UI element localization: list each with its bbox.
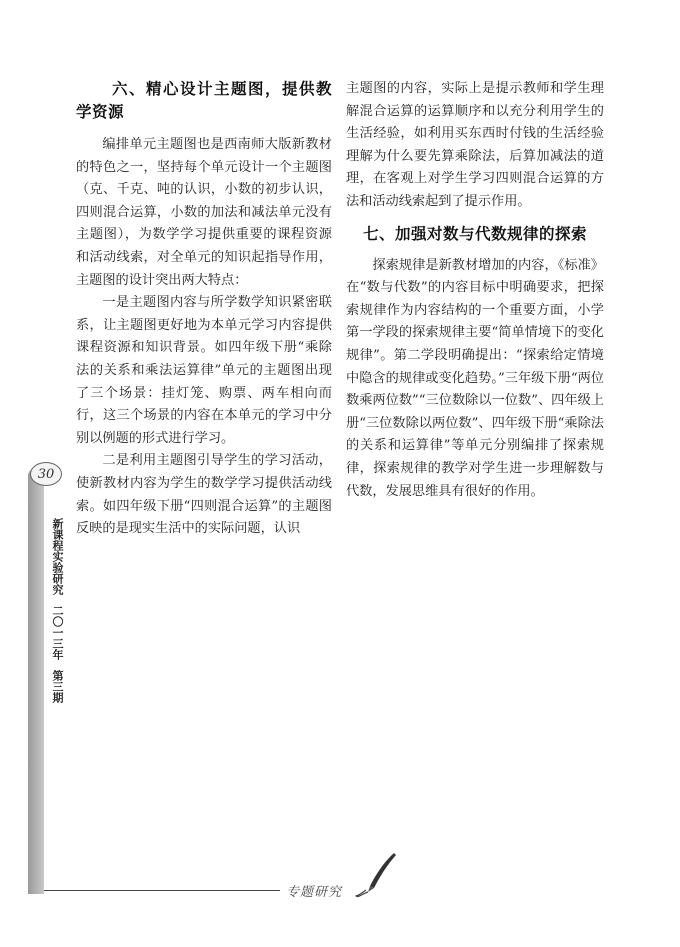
journal-name: 新课程实验研究	[51, 518, 64, 595]
margin-sidebar-bar	[28, 468, 44, 894]
paragraph: 探索规律是新教材增加的内容，《标准》在“数与代数”的内容目标中明确要求，把探索规律作为内容结构的一个重要方面，小学第一学段的探索规律主要“简单情境下的变化规律”。第二学段明确提出：“探索给定情境中隐含的规律或变化趋势。”三年级下册“两位数乘两位数”“三位数除以一位数”、四年级上册“三位数除以两位数”、四年级下册“乘除法的关系和运算律”等单元分别编排了探索规律，探索规律的教学对学生进一步理解数与代数，发展思维具有很好的作用。	[346, 257, 604, 499]
continuation-paragraph: 主题图的内容，实际上是提示教师和学生理解混合运算的运算顺序和以充分利用学生的生活经验，如利用买东西时付钱的生活经验理解为什么要先算乘除法，后算加减法的道理，在客观上对学生学习四则混合运算的方法和活动线索起到了提示作用。	[346, 81, 604, 209]
journal-vertical-title	[49, 518, 63, 703]
paragraph: 编排单元主题图也是西南师大版新教材的特色之一，坚持每个单元设计一个主题图（克、千克、吨的认识，小数的初步认识，四则混合运算，小数的加法和减法单元没有主题图），为数学学习提供重要的课程资源和活动线索，对全单元的知识起指导作用，主题图的设计突出两大特点：	[76, 137, 332, 288]
footer-rule	[44, 890, 280, 891]
section-seven-heading: 七、加强对数与代数规律的探索	[362, 224, 587, 243]
page-number: 30	[30, 462, 62, 486]
right-column	[346, 78, 604, 503]
footer-section-label: 专题研究	[286, 885, 343, 900]
section-six-heading: 六、精心设计主题图，提供教学资源	[76, 80, 332, 121]
journal-year: 二〇一三年	[51, 605, 64, 660]
paragraph: 二是利用主题图引导学生的学习活动，使新教材内容为学生的数学学习提供活动线索。如四年级下册“四则混合运算”的主题图反映的是现实生活中的实际问题，认识	[76, 453, 332, 537]
left-column	[76, 78, 332, 541]
paragraph: 一是主题图内容与所学数学知识紧密联系，让主题图更好地为本单元学习内容提供课程资源和知识背景。如四年级下册“乘除法的关系和乘法运算律”单元的主题图出现了三个场景：挂灯笼、购票、两车相向而行，这三个场景的内容在本单元的学习中分别以例题的形式进行学习。	[76, 295, 332, 446]
journal-issue: 第三期	[51, 670, 64, 703]
pen-nib-icon	[354, 850, 400, 900]
